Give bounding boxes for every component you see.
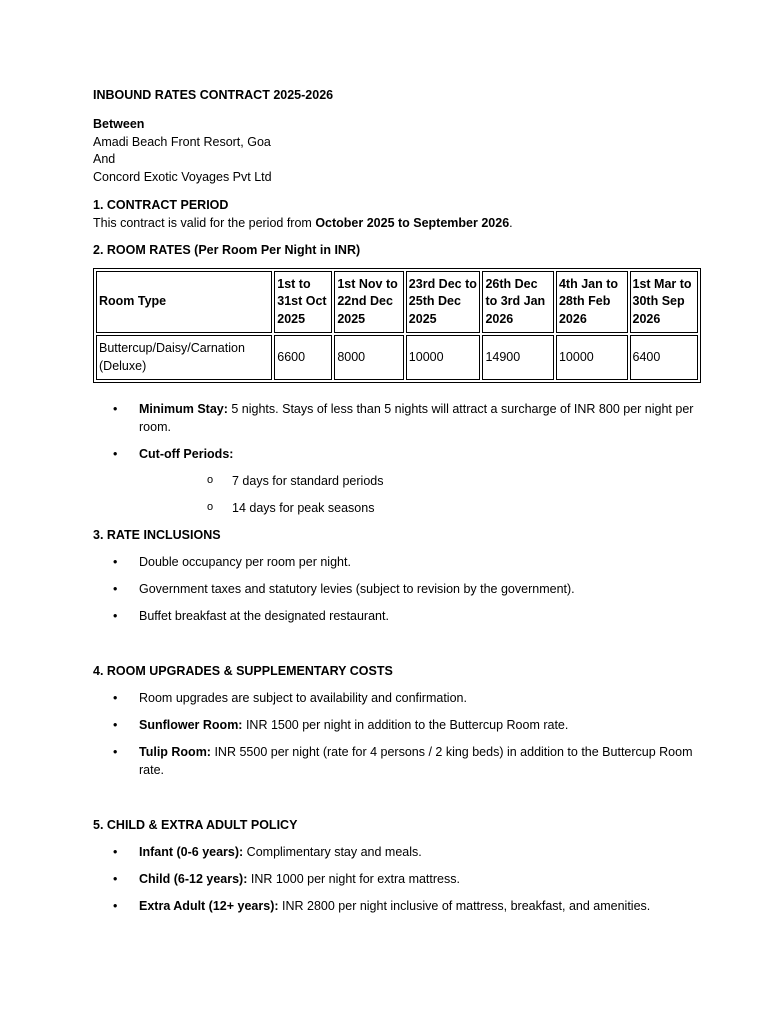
table-header-cell: 4th Jan to 28th Feb 2026 — [556, 271, 628, 333]
list-item — [93, 716, 713, 734]
table-cell-rate: 14900 — [482, 335, 554, 380]
contract-period-dates: October 2025 to September 2026 — [315, 216, 510, 230]
list-item-label: Child (6-12 years): — [139, 872, 248, 886]
child-policy-list — [93, 843, 713, 915]
list-item — [93, 843, 713, 861]
list-item-label: Infant (0-6 years): — [139, 845, 244, 859]
contract-period-text — [93, 214, 713, 232]
and-label: And — [93, 152, 116, 166]
list-item — [93, 870, 713, 888]
list-item-text: Complimentary stay and meals. — [243, 845, 422, 859]
list-item-text: 5 nights. Stays of less than 5 nights will attract a surcharge of INR 800 per night per room. — [139, 402, 694, 434]
contract-period-prefix: This contract is valid for the period from — [93, 216, 316, 230]
list-item — [93, 743, 713, 779]
cutoff-periods-list — [139, 472, 713, 517]
table-header-cell: 23rd Dec to 25th Dec 2025 — [406, 271, 481, 333]
room-upgrades-list — [93, 689, 713, 779]
document-title: INBOUND RATES CONTRACT 2025-2026 — [93, 88, 334, 102]
contract-period-suffix: . — [509, 216, 513, 230]
room-rates-notes — [93, 400, 713, 517]
table-header-cell: 26th Dec to 3rd Jan 2026 — [482, 271, 554, 333]
table-header-cell: Room Type — [96, 271, 272, 333]
list-item: • Double occupancy per room per night. — [93, 553, 713, 571]
section-heading-child-policy: 5. CHILD & EXTRA ADULT POLICY — [93, 818, 298, 832]
list-item — [93, 400, 713, 436]
table-header-cell: 1st to 31st Oct 2025 — [274, 271, 332, 333]
table-cell-rate: 8000 — [334, 335, 403, 380]
parties-block — [93, 116, 713, 186]
table-cell-rate: 10000 — [556, 335, 628, 380]
table-header-cell: 1st Mar to 30th Sep 2026 — [630, 271, 698, 333]
table-cell-rate: 6400 — [630, 335, 698, 380]
table-header-cell: 1st Nov to 22nd Dec 2025 — [334, 271, 403, 333]
list-item: o 7 days for standard periods — [139, 472, 713, 490]
list-item-label: Tulip Room: — [139, 745, 211, 759]
list-item — [93, 897, 713, 915]
table-row — [96, 335, 698, 380]
table-cell-room-type: Buttercup/Daisy/Carnation (Deluxe) — [96, 335, 272, 380]
party-agency: Concord Exotic Voyages Pvt Ltd — [93, 169, 272, 184]
list-item: • Government taxes and statutory levies (subject to revision by the government). — [93, 580, 713, 598]
rate-inclusions-list — [93, 553, 713, 625]
list-item — [93, 445, 713, 517]
list-item-label: Extra Adult (12+ years): — [139, 899, 279, 913]
between-label: Between — [93, 117, 145, 131]
list-item-text: Room upgrades are subject to availability and confirmation. — [139, 691, 467, 705]
list-item: o 14 days for peak seasons — [139, 499, 713, 517]
table-cell-rate: 6600 — [274, 335, 332, 380]
document-content — [93, 86, 713, 915]
list-item-text: INR 1500 per night in addition to the Buttercup Room rate. — [242, 718, 569, 732]
list-item-label: Minimum Stay: — [139, 402, 228, 416]
list-item: • Buffet breakfast at the designated restaurant. — [93, 607, 713, 625]
party-resort: Amadi Beach Front Resort, Goa — [93, 134, 271, 149]
section-heading-room-rates: 2. ROOM RATES (Per Room Per Night in INR) — [93, 243, 361, 257]
table-header-row — [96, 271, 698, 333]
section-heading-room-upgrades: 4. ROOM UPGRADES & SUPPLEMENTARY COSTS — [93, 664, 393, 678]
section-heading-rate-inclusions: 3. RATE INCLUSIONS — [93, 528, 221, 542]
section-heading-contract-period: 1. CONTRACT PERIOD — [93, 198, 229, 212]
list-item-label: Sunflower Room: — [139, 718, 243, 732]
list-item-text: INR 2800 per night inclusive of mattress, breakfast, and amenities. — [278, 899, 651, 913]
list-item-text: INR 1000 per night for extra mattress. — [247, 872, 460, 886]
room-rates-table — [93, 268, 701, 383]
list-item-label: Cut-off Periods: — [139, 447, 234, 461]
table-cell-rate: 10000 — [406, 335, 481, 380]
list-item-text: INR 5500 per night (rate for 4 persons / 2 king beds) in addition to the Buttercup Room rate. — [139, 745, 693, 777]
list-item — [93, 689, 713, 707]
